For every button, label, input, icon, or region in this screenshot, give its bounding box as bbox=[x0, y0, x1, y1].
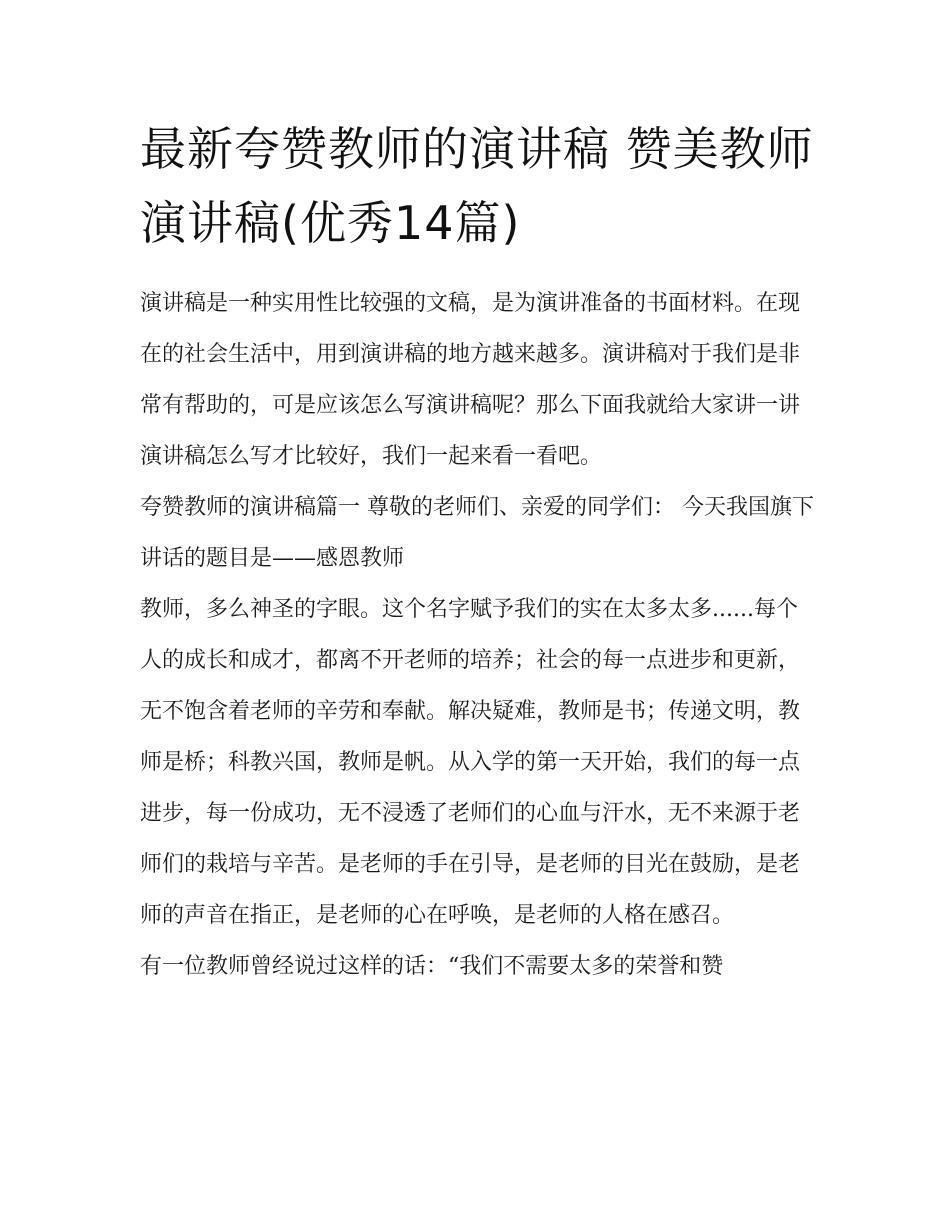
document-title: 最新夸赞教师的演讲稿 赞美教师演讲稿(优秀14篇) bbox=[140, 122, 814, 250]
paragraph-teacher-quote: 有一位教师曾经说过这样的话：“我们不需要太多的荣誉和赞 bbox=[140, 954, 724, 979]
paragraph-intro: 演讲稿是一种实用性比较强的文稿，是为演讲准备的书面材料。在现在的社会生活中，用到演讲稿的地方越来越多。演讲稿对于我们是非常有帮助的，可是应该怎么写演讲稿呢？那么下面我就给大家讲一讲演讲稿怎么写才比较好，我们一起来看一看吧。 bbox=[140, 291, 801, 469]
paragraph-speech-opening: 夸赞教师的演讲稿篇一 尊敬的老师们、亲爱的同学们： 今天我国旗下讲话的题目是——感恩教师 bbox=[140, 495, 814, 571]
document-body bbox=[140, 278, 815, 992]
paragraph-teacher-praise: 教师，多么神圣的字眼。这个名字赋予我们的实在太多太多......每个人的成长和成才，都离不开老师的培养；社会的每一点进步和更新，无不饱含着老师的辛劳和奉献。解决疑难，教师是书；传递文明，教师是桥；科教兴国，教师是帆。从入学的第一天开始，我们的每一点进步，每一份成功，无不浸透了老师们的心血与汗水，无不来源于老师们的栽培与辛苦。是老师的手在引导，是老师的目光在鼓励，是老师的声音在指正，是老师的心在呼唤，是老师的人格在感召。 bbox=[140, 597, 801, 928]
